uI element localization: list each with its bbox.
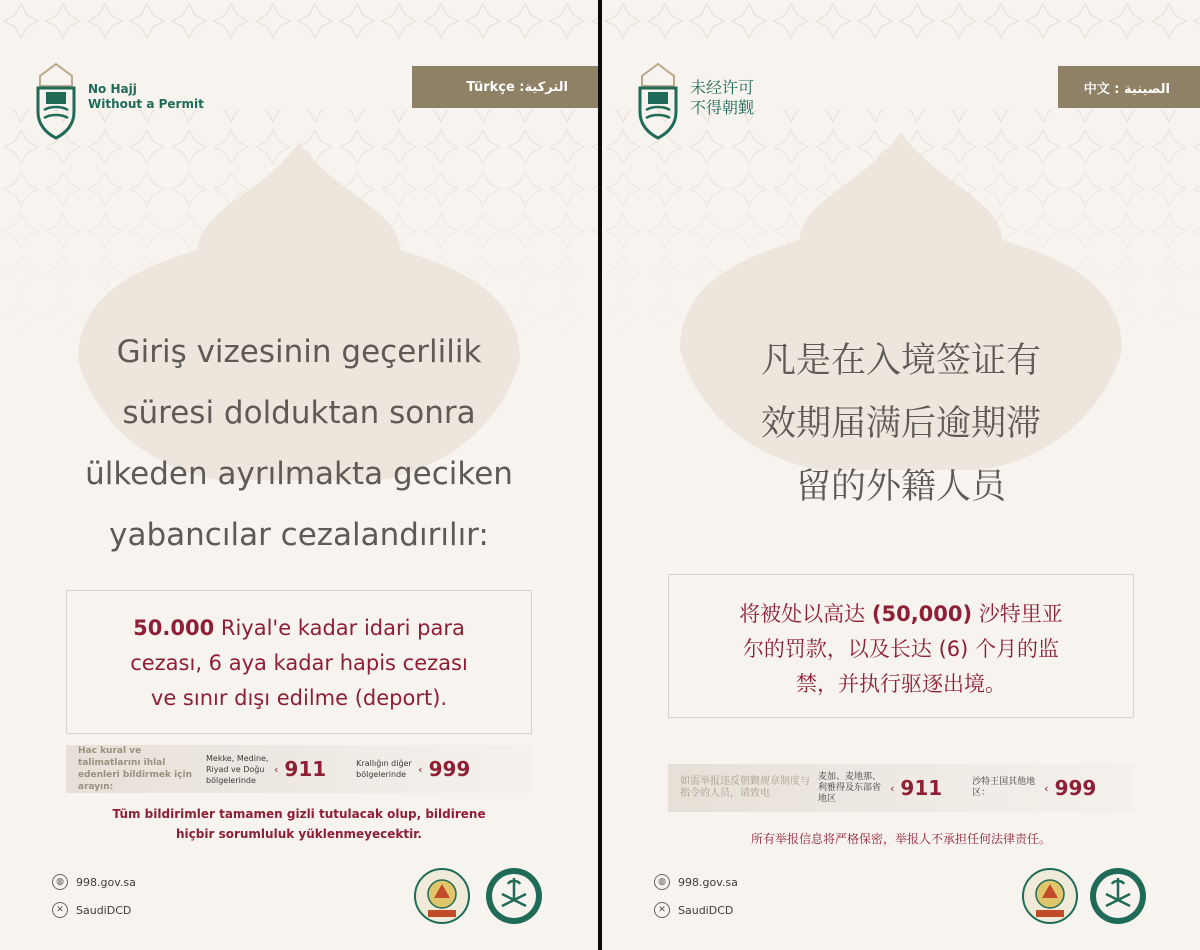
phone-number-911[interactable]: 911 [900,776,943,800]
social-link[interactable]: ✕ SaudiDCD [654,902,733,918]
logo-text: 未经许可 不得朝觐 [690,78,755,117]
penalty-amount: 50.000 [133,616,215,640]
website-link[interactable]: ◍ 998.gov.sa [654,874,738,890]
phone-number-999[interactable]: 999 [1054,776,1097,800]
language-tab: 中文 : الصينية [1058,66,1200,108]
social-link[interactable]: ✕ SaudiDCD [52,902,131,918]
penalty-box: 将被处以高达 (50,000) 沙特里亚 尔的罚款，以及长达 (6) 个月的监 禁，并执行驱逐出境。 [668,574,1134,718]
headline: 凡是在入境签证有 效期届满后逾期滞 留的外籍人员 [760,341,1041,507]
confidentiality-note: Tüm bildirimler tamamen gizli tutulacak olup, bildirene hiçbir sorumluluk yüklenmeyecektir. [112,807,486,841]
chevron-left-icon: ‹ [418,762,423,776]
phone-number-999[interactable]: 999 [428,757,471,781]
saudi-emblem-seal [1088,866,1148,926]
logo-text: No Hajj Without a Permit [88,82,204,111]
region-2-label: 沙特王国其他地区： [972,777,1036,798]
no-hajj-shield-logo [32,62,80,142]
poster-chinese [602,0,1200,950]
report-bar [668,764,1134,812]
chevron-left-icon: ‹ [1044,781,1049,795]
region-1-label: 麦加、麦地那、利雅得及东部省地区 [818,771,882,804]
report-bar [66,745,532,793]
globe-icon: ◍ [654,874,670,890]
x-icon: ✕ [52,902,68,918]
region-1-label: Mekke, Medine, Riyad ve Doğu bölgelerinde [206,753,269,785]
phone-number-911[interactable]: 911 [284,757,327,781]
report-call-text: 如需举报违反朝觐规章制度与指令的人员，请致电 [680,776,810,799]
penalty-box: 50.000 Riyal'e kadar idari para cezası, 6 aya kadar hapis cezası ve sınır dışı edilme (deport). [66,590,532,734]
saudi-emblem-seal [484,866,544,926]
x-icon: ✕ [654,902,670,918]
chevron-left-icon: ‹ [890,781,895,795]
region-2-label: Krallığın diğer bölgelerinde [356,759,412,779]
chevron-left-icon: ‹ [274,762,279,776]
no-hajj-shield-logo [634,62,682,142]
language-tab: Türkçe :التركية [412,66,598,108]
website-link[interactable]: ◍ 998.gov.sa [52,874,136,890]
poster-turkish [0,0,598,950]
report-call-text: Hac kural ve talimatlarını ihlal edenleri bildirmek için arayın: [78,746,192,792]
globe-icon: ◍ [52,874,68,890]
civil-defense-seal [412,866,472,926]
confidentiality-note: 所有举报信息将严格保密，举报人不承担任何法律责任。 [750,832,1051,846]
penalty-amount: (50,000) [871,602,973,626]
headline: Giriş vizesinin geçerlilik süresi dolduktan sonra ülkeden ayrılmakta geciken yabancılar cezalandırılır: [85,334,513,553]
civil-defense-seal [1020,866,1080,926]
